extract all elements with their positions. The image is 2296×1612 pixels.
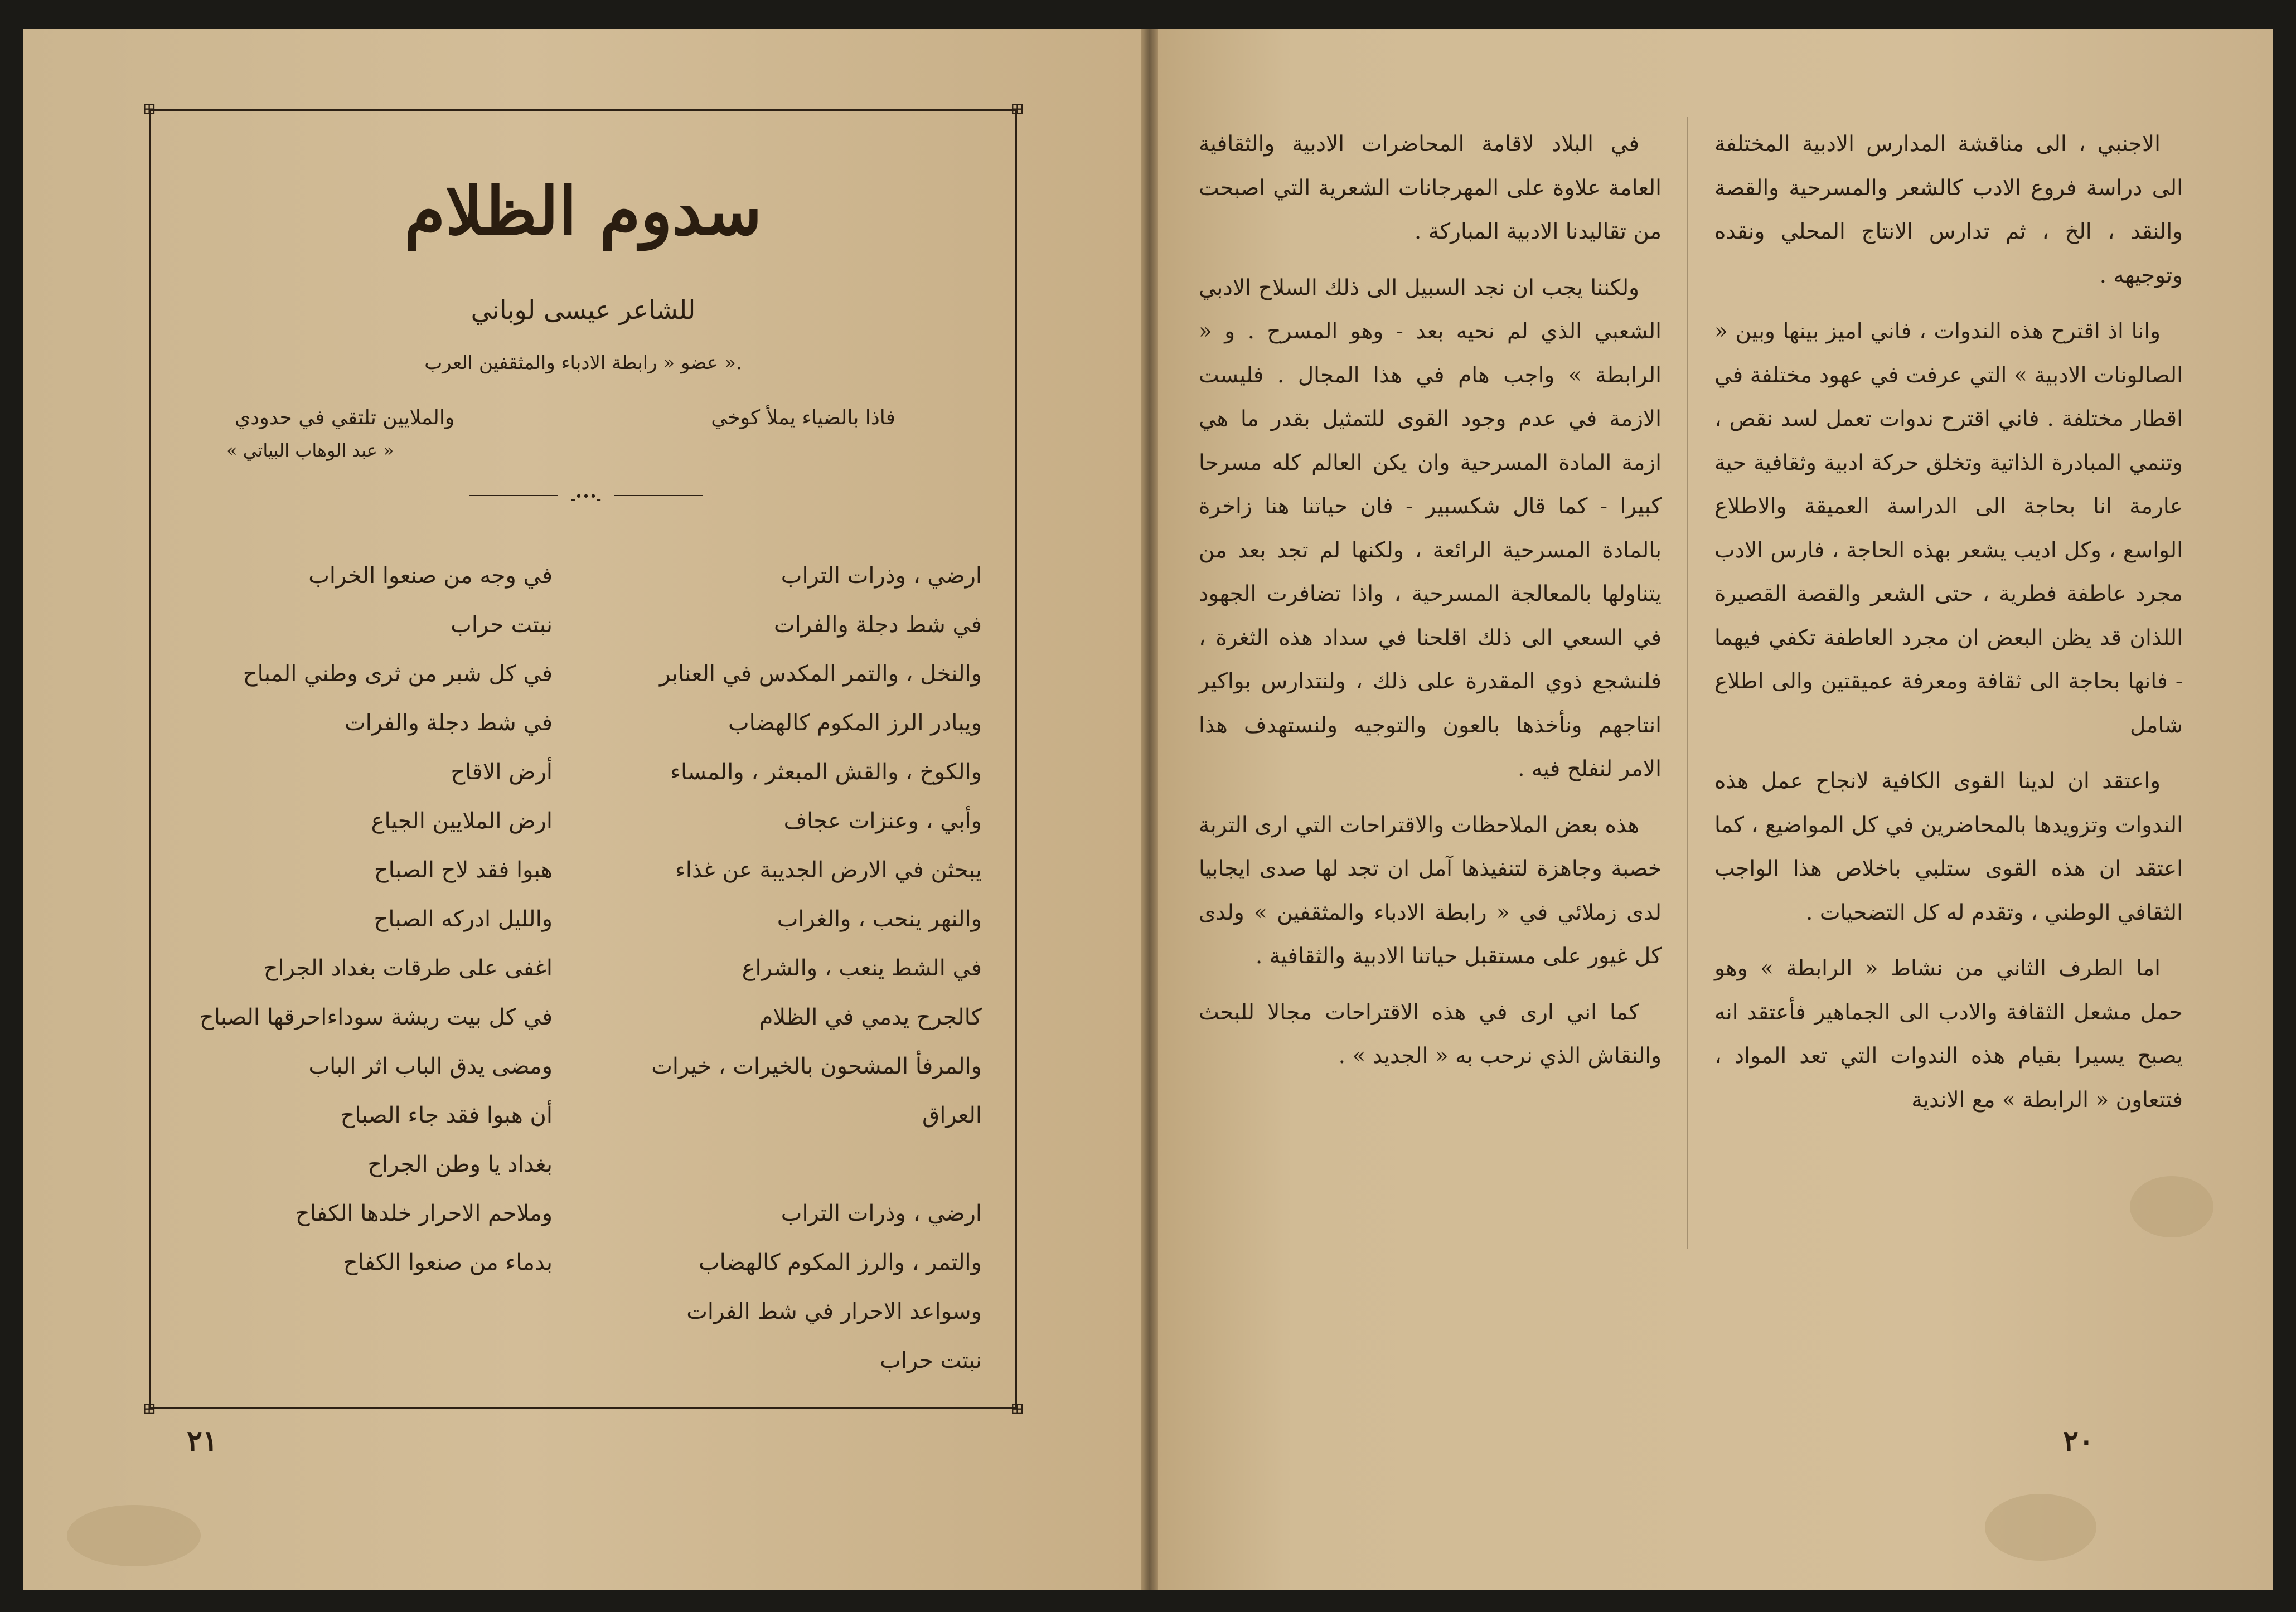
poem-line: وسواعد الاحرار في شط الفرات bbox=[686, 1299, 982, 1324]
poem-line: اغفى على طرقات بغداد الجراح bbox=[263, 955, 553, 981]
epigraph-line-a: والملايين تلتقي في حدودي bbox=[235, 406, 455, 429]
poem-line: أن هبوا فقد جاء الصباح bbox=[340, 1103, 553, 1128]
prose-paragraph: ولكننا يجب ان نجد السبيل الى ذلك السلاح الادبي الشعبي الذي لم نحيه بعد - وهو المسرح . و « الرابطة » واجب هام في هذا المجال . فليست الازمة في عدم وجود القوى للتمثيل بقدر ما هي ازمة المادة المسرحية وان يكن العالم كله مسرحا كبيرا - كما قال شكسبير - فان حياتنا هنا زاخرة بالمادة المسرحية الرائعة ، ولكنها لم تجد بعد من يتناولها بالمعالجة المسرحية ، واذا تضافرت الجهود في السعي الى ذلك اقلحنا في سداد هذه الثغرة ، فلنشجع ذوي المقدرة على ذلك ، ولنتدارس بواكير انتاجهم ونأخذها بالعون والتوجيه ولنستهدف هذا الامر لنفلح فيه . bbox=[1199, 275, 1662, 781]
poem-author: للشاعر عيسى لوباني bbox=[471, 295, 696, 325]
poem-line: في كل شبر من ثرى وطني المباح bbox=[243, 661, 553, 687]
epigraph-line-b: فاذا بالضياء يملأ كوخي bbox=[711, 406, 895, 429]
stain bbox=[2130, 1176, 2213, 1237]
page-number-right: ٢٠ bbox=[2063, 1424, 2094, 1458]
poem-line: ويبادر الرز المكوم كالهضاب bbox=[728, 710, 982, 736]
poem-line: والكوخ ، والقش المبعثر ، والمساء bbox=[670, 759, 982, 785]
poem-frame bbox=[142, 99, 1024, 1419]
poem-line: ارضي ، وذرات التراب bbox=[781, 563, 982, 589]
stain bbox=[67, 1505, 201, 1566]
corner-ornament-icon: ⊞ bbox=[142, 99, 157, 119]
prose-paragraph: واعتقد ان لدينا القوى الكافية لانجاح عمل هذه الندوات وتزويدها بالمحاضرين في كل المواضيع ، كما اعتقد ان هذه القوى ستلبي باخلاص هذا الواجب الثقافي الوطني ، وتقدم له كل التضحيات . bbox=[1714, 769, 2183, 925]
poem-line: ومضى يدق الباب اثر الباب bbox=[308, 1053, 553, 1079]
prose-paragraph: في البلاد لاقامة المحاضرات الادبية والثقافية العامة علاوة على المهرجانات الشعرية التي اصبحت من تقاليدنا الادبية المباركة . bbox=[1199, 132, 1662, 244]
poem-line: بدماء من صنعوا الكفاح bbox=[343, 1250, 553, 1275]
corner-ornament-icon: ⊞ bbox=[1010, 1399, 1024, 1419]
poem-line: والنخل ، والتمر المكدس في العنابر bbox=[659, 661, 982, 687]
poem-line: في شط دجلة والفرات bbox=[773, 612, 982, 638]
poem-line: في الشط ينعب ، والشراع bbox=[742, 955, 982, 981]
poem-column-left bbox=[162, 551, 553, 1287]
corner-ornament-icon: ⊞ bbox=[142, 1399, 157, 1419]
poem-column-right bbox=[603, 551, 982, 1385]
poem-line: يبحثن في الارض الجديبة عن غذاء bbox=[675, 857, 982, 883]
divider-ornament bbox=[469, 490, 703, 504]
prose-paragraph: هذه بعض الملاحظات والاقتراحات التي ارى التربة خصبة وجاهزة لتنفيذها آمل ان تجد لها صدى ايجابيا لدى زملائي في « رابطة الادباء والمثقفين » ولدى كل غيور على مستقبل حياتنا الادبية والثقافية . bbox=[1199, 812, 1662, 969]
page-number-left: ٢١ bbox=[187, 1424, 218, 1458]
prose-column-inner bbox=[1199, 123, 1662, 1091]
poem-line: هبوا فقد لاح الصباح bbox=[374, 857, 553, 883]
poem-line: العراق bbox=[922, 1103, 982, 1128]
poem-line: في وجه من صنعوا الخراب bbox=[308, 563, 553, 589]
epigraph-source: « عبد الوهاب البياتي » bbox=[226, 440, 394, 461]
prose-paragraph: كما اني ارى في هذه الاقتراحات مجالا للبحث والنقاش الذي نرحب به « الجديد » . bbox=[1199, 999, 1662, 1069]
book-gutter bbox=[1141, 29, 1158, 1590]
poem-line: والليل ادركه الصباح bbox=[374, 906, 553, 932]
poem-line: بغداد يا وطن الجراح bbox=[367, 1152, 553, 1177]
poem-line: في كل بيت ريشة سوداءاحرقها الصباح bbox=[199, 1004, 553, 1030]
stain bbox=[1985, 1494, 2096, 1561]
poem-line: كالجرح يدمي في الظلام bbox=[759, 1004, 982, 1030]
prose-paragraph: وانا اذ اقترح هذه الندوات ، فاني اميز بينها وبين « الصالونات الادبية » التي عرفت في عهود مختلفة في اقطار مختلفة . فاني اقترح ندوات تعمل لسد نقص ، وتنمي المبادرة الذاتية وتخلق حركة ادبية وثقافية حية عارمة انا بحاجة الى الدراسة العميقة والاطلاع الواسع ، وكل اديب يشعر بهذه الحاجة ، فارس الادب مجرد عاطفة فطرية ، حتى الشعر والقصة القصيرة اللذان قد يظن البعض ان مجرد العاطفة تكفي فيهما - فانها بحاجة الى ثقافة ومعرفة عميقتين والى اطلاع شامل bbox=[1714, 319, 2183, 738]
prose-paragraph: الاجنبي ، الى مناقشة المدارس الادبية المختلفة الى دراسة فروع الادب كالشعر والمسرحية والقصة والنقد ، الخ ، ثم تدارس الانتاج المحلي ونقده وتوجيهه . bbox=[1714, 132, 2183, 288]
prose-column-outer bbox=[1714, 123, 2183, 1134]
column-divider bbox=[1687, 117, 1688, 1249]
poem-line: نبتت حراب bbox=[451, 612, 553, 638]
poem-line: ارض الملايين الجياع bbox=[371, 808, 553, 834]
prose-paragraph: اما الطرف الثاني من نشاط « الرابطة » وهو حمل مشعل الثقافة والادب الى الجماهير فأعتقد انه يصبح يسيرا بقيام هذه الندوات التي تعد المواد ، فتتعاون « الرابطة » مع الاندية bbox=[1714, 956, 2183, 1113]
poem-line: في شط دجلة والفرات bbox=[344, 710, 553, 736]
poem-line: نبتت حراب bbox=[880, 1348, 982, 1373]
corner-ornament-icon: ⊞ bbox=[1010, 99, 1024, 119]
poem-line: والنهر ينحب ، والغراب bbox=[777, 906, 982, 932]
poem-line: والمرفأ المشحون بالخيرات ، خيرات bbox=[651, 1053, 982, 1079]
poem-line: أرض الاقاح bbox=[451, 759, 553, 785]
divider-ornament-icon: ـ•••ـ bbox=[571, 490, 600, 504]
poem-line: والتمر ، والرز المكوم كالهضاب bbox=[699, 1250, 982, 1275]
poem-title: سدوم الظلام bbox=[404, 172, 762, 250]
poem-line: ارضي ، وذرات التراب bbox=[781, 1201, 982, 1226]
poem-line: وملاحم الاحرار خلدها الكفاح bbox=[295, 1201, 553, 1226]
poem-line bbox=[603, 1140, 982, 1189]
poem-line: وأبي ، وعنزات عجاف bbox=[783, 808, 982, 834]
poem-member-note: عضو « رابطة الادباء والمثقفين العرب ». bbox=[424, 352, 742, 374]
